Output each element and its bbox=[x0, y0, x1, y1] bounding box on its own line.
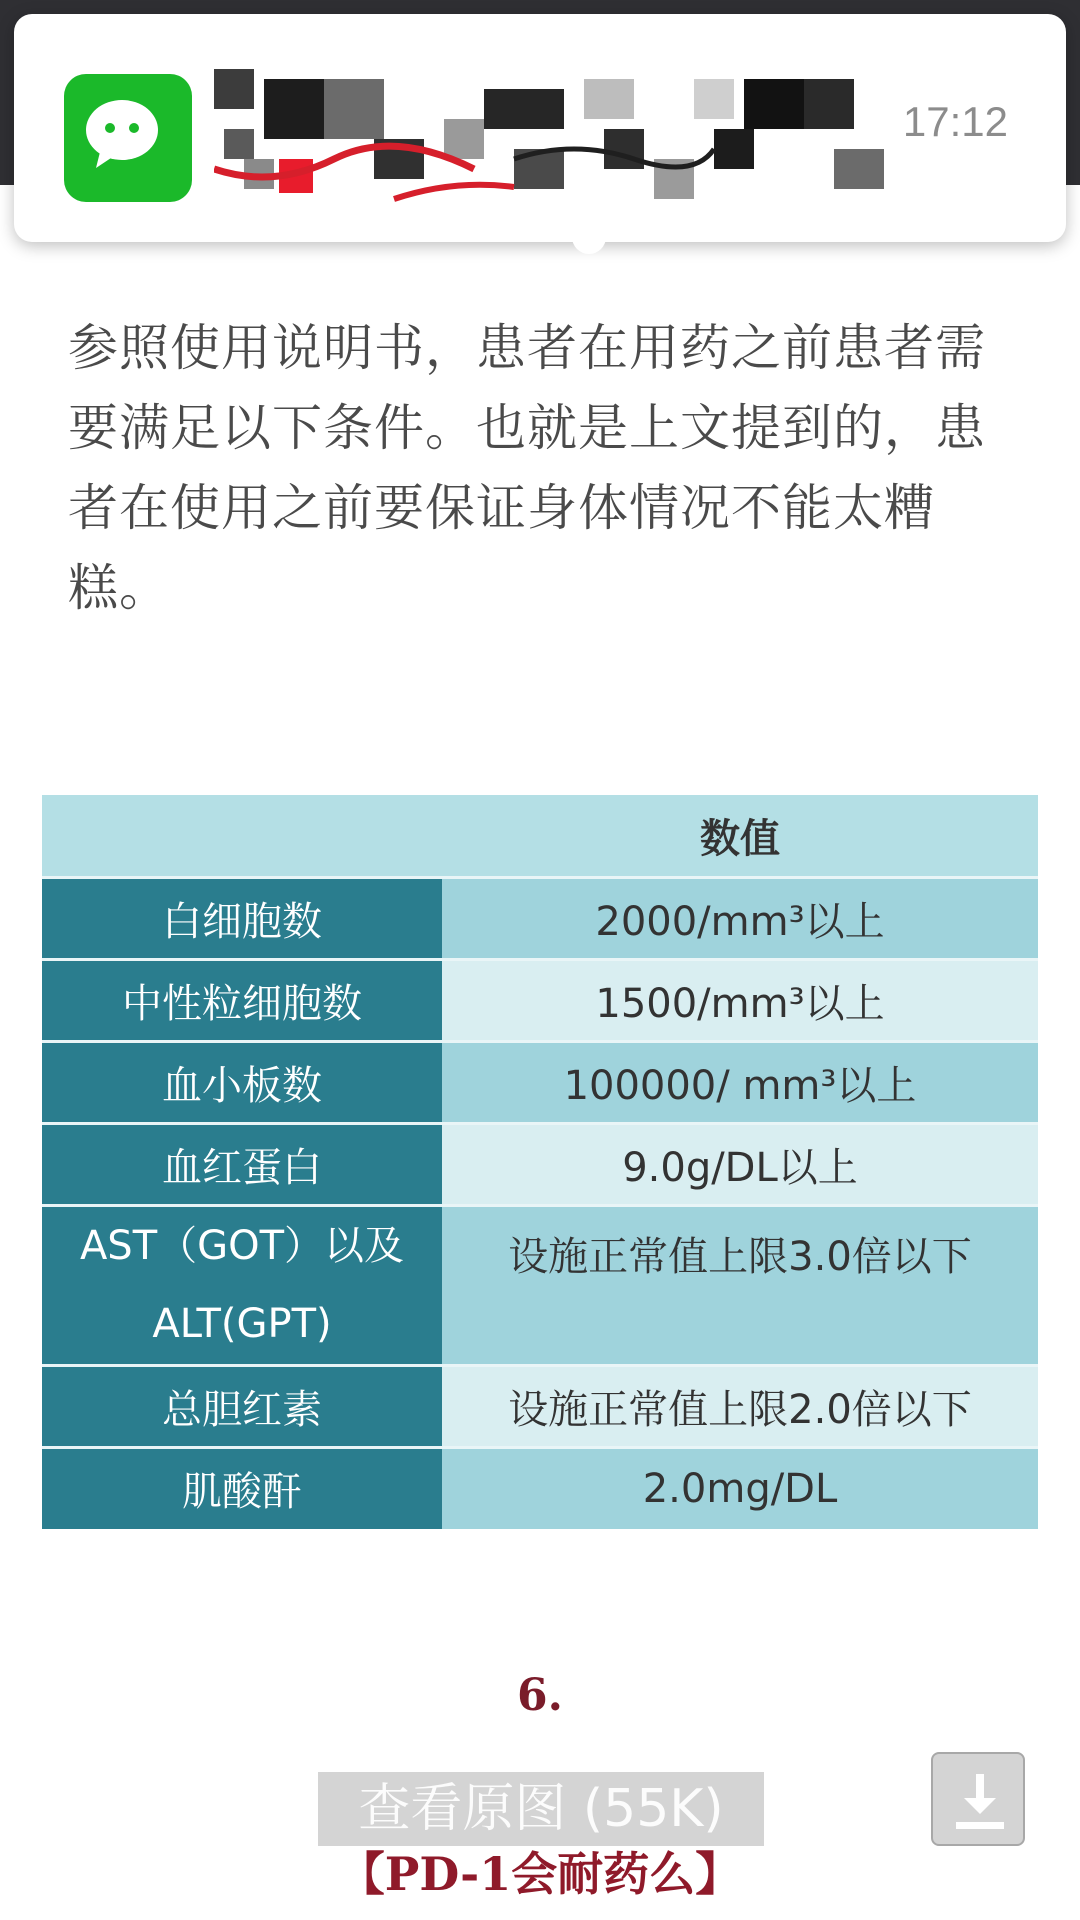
table-header-empty bbox=[42, 795, 442, 877]
lab-criteria-table bbox=[42, 795, 1038, 1529]
section-number: 6. bbox=[517, 1670, 563, 1721]
table-cell-item: 白细胞数 bbox=[42, 877, 442, 959]
table-row bbox=[42, 959, 1038, 1041]
download-button[interactable] bbox=[931, 1752, 1025, 1846]
table-row bbox=[42, 1123, 1038, 1205]
table-cell-value: 100000/ mm³以上 bbox=[442, 1041, 1038, 1123]
table-row bbox=[42, 1365, 1038, 1447]
table-cell-value: 2000/mm³以上 bbox=[442, 877, 1038, 959]
table-cell-value: 9.0g/DL以上 bbox=[442, 1123, 1038, 1205]
message-notification[interactable] bbox=[14, 14, 1066, 242]
table-cell-item: 血小板数 bbox=[42, 1041, 442, 1123]
table-header-row bbox=[42, 795, 1038, 877]
wechat-icon bbox=[64, 74, 192, 202]
table-cell-value: 设施正常值上限2.0倍以下 bbox=[442, 1365, 1038, 1447]
notification-time: 17:12 bbox=[902, 98, 1008, 145]
table-cell-item: 总胆红素 bbox=[42, 1365, 442, 1447]
table-row bbox=[42, 877, 1038, 959]
article-paragraph: 参照使用说明书，患者在用药之前患者需要满足以下条件。也就是上文提到的，患者在使用之前要保证身体情况不能太糟糕。 bbox=[68, 319, 986, 617]
notification-preview-redacted bbox=[214, 69, 914, 219]
table-cell-value: 设施正常值上限3.0倍以下 bbox=[442, 1205, 1038, 1365]
table-cell-value: 1500/mm³以上 bbox=[442, 959, 1038, 1041]
download-icon bbox=[950, 1768, 1010, 1834]
table-row bbox=[42, 1041, 1038, 1123]
view-original-button[interactable]: 查看原图 (55K) bbox=[318, 1772, 764, 1846]
table-cell-item: AST（GOT）以及ALT(GPT) bbox=[42, 1205, 442, 1365]
table-cell-item: 肌酸酐 bbox=[42, 1447, 442, 1529]
table-cell-item: 中性粒细胞数 bbox=[42, 959, 442, 1041]
table-row bbox=[42, 1205, 1038, 1365]
table-cell-value: 2.0mg/DL bbox=[442, 1447, 1038, 1529]
section-heading: 【PD-1会耐药么】 bbox=[338, 1847, 742, 1901]
table-row bbox=[42, 1447, 1038, 1529]
table-cell-item: 血红蛋白 bbox=[42, 1123, 442, 1205]
table-header-value: 数值 bbox=[700, 815, 780, 862]
